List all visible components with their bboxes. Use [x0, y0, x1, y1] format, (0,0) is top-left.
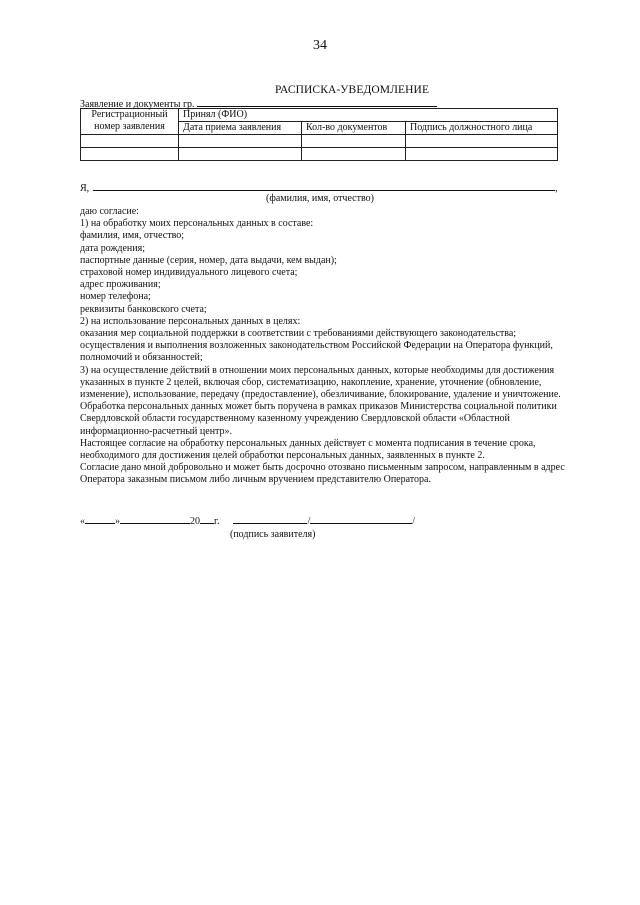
page-number: 34	[313, 38, 327, 53]
applicant-suffix: ,	[555, 183, 558, 194]
body-line: необходимого для достижения целей обработки персональных данных, заявленных в пункте 2.	[80, 450, 485, 462]
body-line: фамилия, имя, отчество;	[80, 230, 185, 242]
body-line: Согласие дано мной добровольно и может быть досрочно отозвано письменным запросом, направленным в адрес	[80, 462, 565, 474]
table-cell[interactable]	[179, 135, 302, 148]
body-line: 2) на использование персональных данных в целях:	[80, 315, 301, 327]
body-line: осуществления и выполнения возложенных законодательством Российской Федерации на Оператора функций,	[80, 340, 553, 352]
slash-right: /	[412, 516, 416, 527]
table-cell[interactable]	[81, 148, 179, 161]
date-open-quote: «	[80, 516, 85, 527]
signature-line	[80, 515, 415, 527]
month-blank[interactable]	[120, 515, 190, 524]
applicant-prefix: Я,	[80, 183, 90, 194]
body-line: 1) на обработку моих персональных данных в составе:	[80, 218, 314, 230]
body-line: даю согласие:	[80, 206, 139, 217]
body-line: оказания мер социальной поддержки в соответствии с требованиями действующего законодательства;	[80, 328, 517, 340]
document-title: РАСПИСКА-УВЕДОМЛЕНИЕ	[275, 84, 430, 96]
year-suffix: г.	[214, 516, 220, 527]
table-cell[interactable]	[406, 135, 558, 148]
body-line: страховой номер индивидуального лицевого счета;	[80, 267, 298, 279]
slash-left: /	[307, 516, 311, 527]
signature-blank[interactable]	[233, 515, 307, 524]
signature-header: Подпись должностного лица	[406, 122, 558, 135]
applicant-name-hint: (фамилия, имя, отчество)	[266, 193, 374, 204]
registration-table	[80, 108, 558, 161]
doc-count-header: Кол-во документов	[302, 122, 406, 135]
body-line: Обработка персональных данных может быть поручена в рамках приказов Министерства социальной политики	[80, 401, 557, 413]
reg-number-header: Регистрационный номер заявления	[81, 109, 179, 135]
year-blank[interactable]	[200, 515, 214, 524]
body-line: реквизиты банковского счета;	[80, 303, 207, 315]
applicant-name-blank[interactable]	[93, 182, 555, 191]
body-line: Свердловской области государственному казенному учреждению Свердловской области «Областной	[80, 413, 510, 425]
table-cell[interactable]	[179, 148, 302, 161]
consent-body	[80, 206, 570, 487]
table-cell[interactable]	[302, 148, 406, 161]
table-cell[interactable]	[302, 135, 406, 148]
signature-decoding-blank[interactable]	[310, 515, 412, 524]
signature-hint: (подпись заявителя)	[230, 529, 316, 540]
table-cell[interactable]	[406, 148, 558, 161]
body-line: адрес проживания;	[80, 279, 161, 291]
body-line: номер телефона;	[80, 291, 151, 303]
body-line: Настоящее согласие на обработку персональных данных действует с момента подписания в течение срока,	[80, 437, 536, 449]
date-close-quote: »	[115, 516, 120, 527]
table-cell[interactable]	[81, 135, 179, 148]
body-line: информационно-расчетный центр».	[80, 425, 233, 437]
body-line: дата рождения;	[80, 242, 145, 254]
body-line: полномочий и обязанностей;	[80, 352, 203, 364]
date-header: Дата приема заявления	[179, 122, 302, 135]
body-line: изменение), использование, передачу (предоставление), обезличивание, блокирование, удаление и уничтожение.	[80, 389, 561, 401]
citizen-name-blank[interactable]	[197, 98, 437, 107]
accepted-by-header: Принял (ФИО)	[179, 109, 558, 122]
body-line: 3) на осуществление действий в отношении моих персональных данных, которые необходимы для достижения	[80, 364, 555, 376]
body-line: паспортные данные (серия, номер, дата выдачи, кем выдан);	[80, 254, 337, 266]
day-blank[interactable]	[85, 515, 115, 524]
year-prefix: 20	[190, 516, 200, 527]
body-line: Оператора заказным письмом либо личным вручением представителю Оператора.	[80, 474, 431, 486]
body-line: указанных в пункте 2 целей, включая сбор, систематизацию, накопление, хранение, уточнение (обновление,	[80, 376, 542, 388]
documents-label: Заявление и документы гр.	[80, 99, 195, 110]
